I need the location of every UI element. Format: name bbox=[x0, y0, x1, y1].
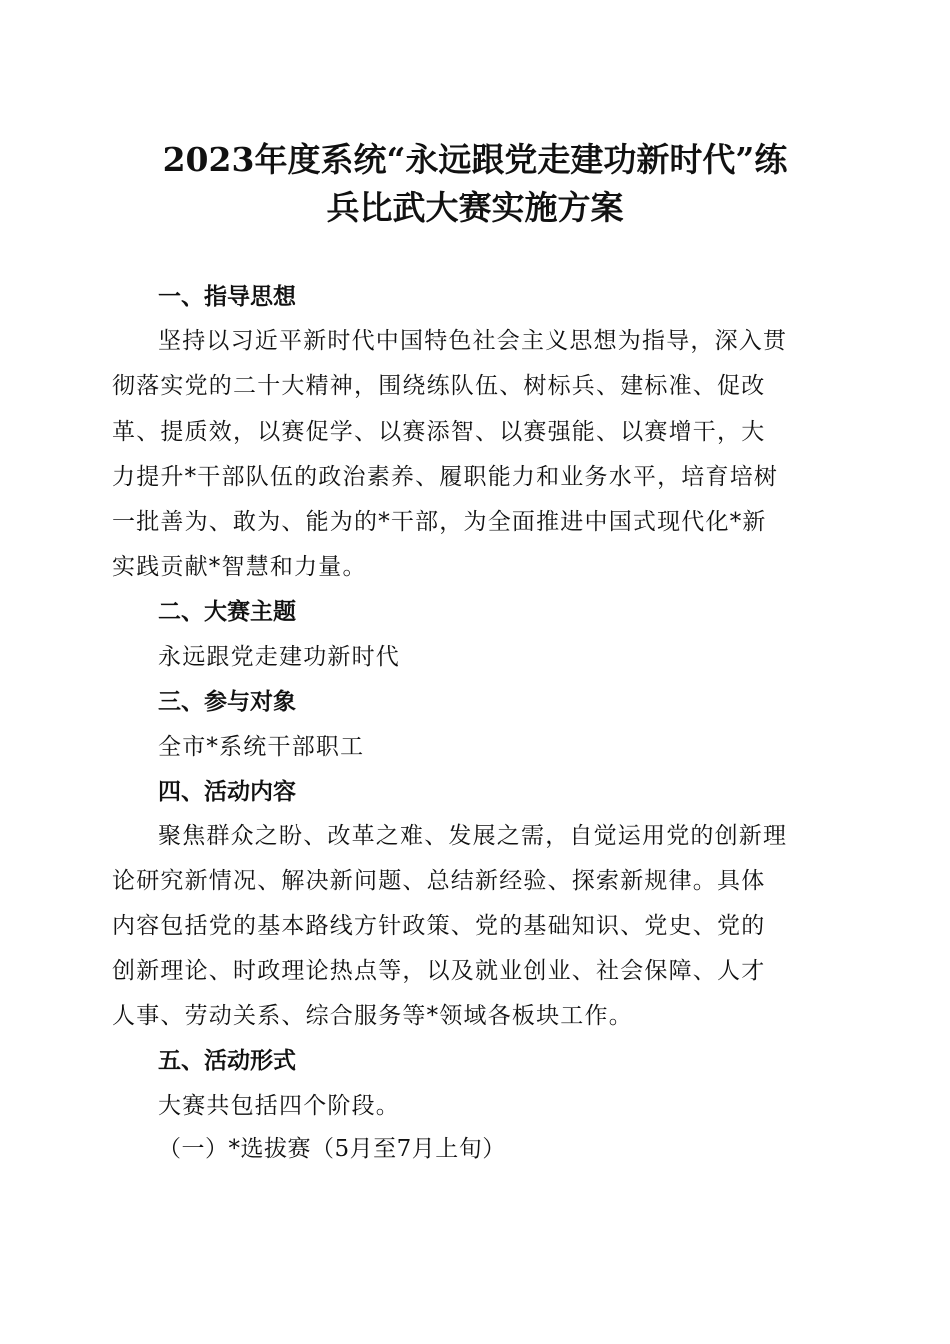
paragraph-line: 全市*系统干部职工 bbox=[158, 734, 365, 760]
section-heading-guiding-ideology: 一、指导思想 bbox=[158, 284, 296, 310]
paragraph-line: 实践贡献*智慧和力量。 bbox=[112, 554, 367, 580]
section-heading-activity-form: 五、活动形式 bbox=[158, 1048, 296, 1074]
document-title-line-1: 2023年度系统“永远跟党走建功新时代”练 bbox=[162, 140, 788, 179]
section-heading-theme: 二、大赛主题 bbox=[158, 599, 296, 625]
document-title-line-2: 兵比武大赛实施方案 bbox=[326, 188, 624, 227]
section-heading-activity-content: 四、活动内容 bbox=[158, 779, 296, 805]
paragraph-line: 一批善为、敢为、能为的*干部，为全面推进中国式现代化*新 bbox=[112, 509, 767, 535]
paragraph-line: 永远跟党走建功新时代 bbox=[158, 644, 400, 670]
section-heading-participants: 三、参与对象 bbox=[158, 689, 296, 715]
paragraph-line: 革、提质效，以赛促学、以赛添智、以赛强能、以赛增干，大 bbox=[112, 419, 766, 445]
paragraph-line: 创新理论、时政理论热点等，以及就业创业、社会保障、人才 bbox=[112, 958, 766, 984]
paragraph-line: 论研究新情况、解决新问题、总结新经验、探索新规律。具体 bbox=[112, 868, 766, 894]
paragraph-line: 聚焦群众之盼、改革之难、发展之需，自觉运用党的创新理 bbox=[158, 823, 788, 849]
paragraph-line: 大赛共包括四个阶段。 bbox=[158, 1093, 400, 1119]
paragraph-line: 人事、劳动关系、综合服务等*领域各板块工作。 bbox=[112, 1003, 633, 1029]
paragraph-line: 坚持以习近平新时代中国特色社会主义思想为指导，深入贯 bbox=[158, 328, 788, 354]
subsection-heading-selection-round: （一）*选拔赛（5月至7月上旬） bbox=[158, 1136, 506, 1162]
paragraph-line: 力提升*干部队伍的政治素养、履职能力和业务水平，培育培树 bbox=[112, 464, 779, 490]
paragraph-line: 彻落实党的二十大精神，围绕练队伍、树标兵、建标准、促改 bbox=[112, 373, 766, 399]
paragraph-line: 内容包括党的基本路线方针政策、党的基础知识、党史、党的 bbox=[112, 913, 766, 939]
